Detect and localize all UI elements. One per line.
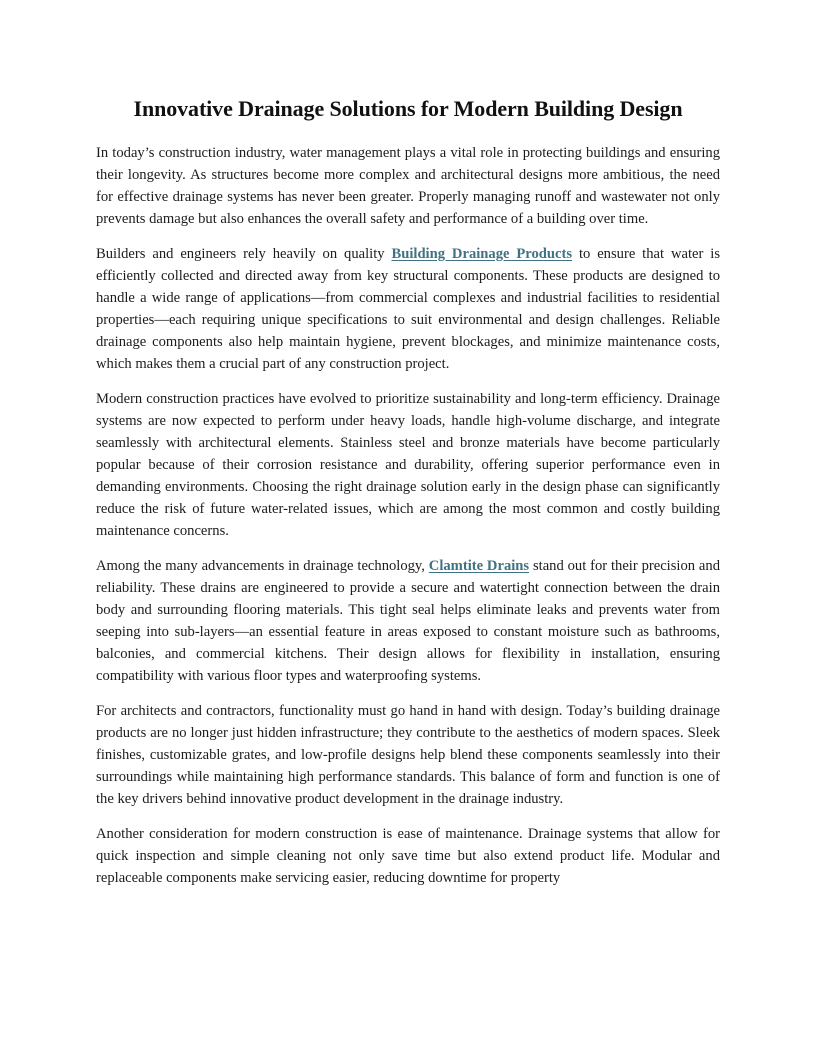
paragraph-maintenance: Another consideration for modern construction is ease of maintenance. Drainage systems that allow for quick inspection and simple cleaning not only save time but also extend product life. Modular and replaceable components make servicing easier, reducing downtime for property [96, 826, 720, 886]
clamtite-drains-link[interactable]: Clamtite Drains [428, 558, 530, 574]
paragraph-intro: In today’s construction industry, water management plays a vital role in protecting buildings and ensuring their longevity. As structures become more complex and architectural designs more ambitious, the need for effective drainage systems has never been greater. Properly managing runoff and wastewater not only prevents damage but also enhances the overall safety and performance of a building over time. [96, 145, 720, 227]
document-page [96, 92, 720, 902]
document-title: Innovative Drainage Solutions for Modern Building Design [133, 96, 683, 121]
paragraph-clamtite-drains [96, 555, 720, 687]
paragraph-modern-practices: Modern construction practices have evolved to prioritize sustainability and long-term efficiency. Drainage systems are now expected to perform under heavy loads, handle high-volume discharge, and integrate seamlessly with architectural elements. Stainless steel and bronze materials have become particularly popular because of their corrosion resistance and durability, offering superior performance even in demanding environments. Choosing the right drainage solution early in the design phase can significantly reduce the risk of future water-related issues, which are among the most common and costly building maintenance concerns. [96, 391, 720, 539]
paragraph-building-drainage-products [96, 243, 720, 375]
building-drainage-products-link[interactable]: Building Drainage Products [391, 246, 573, 262]
paragraph-text-after-link: to ensure that water is efficiently collected and directed away from key structural components. These products are designed to handle a wide range of applications—from commercial complexes and industrial facilities to residential properties—each requiring unique specifications to suit environmental and design challenges. Reliable drainage components also help maintain hygiene, prevent blockages, and minimize maintenance costs, which makes them a crucial part of any construction project. [96, 246, 721, 372]
paragraph-form-and-function: For architects and contractors, functionality must go hand in hand with design. Today’s building drainage products are no longer just hidden infrastructure; they contribute to the aesthetics of modern spaces. Sleek finishes, customizable grates, and low-profile designs help blend these components seamlessly into their surroundings while maintaining high performance standards. This balance of form and function is one of the key drivers behind innovative product development in the drainage industry. [96, 703, 720, 807]
paragraph-text-before-link: Among the many advancements in drainage technology, [96, 558, 429, 574]
paragraph-text-after-link: stand out for their precision and reliability. These drains are engineered to provide a secure and watertight connection between the drain body and surrounding flooring materials. This tight seal helps eliminate leaks and prevents water from seeping into sub-layers—an essential feature in areas exposed to constant moisture such as bathrooms, balconies, and commercial kitchens. Their design allows for flexibility in installation, ensuring compatibility with various floor types and waterproofing systems. [96, 558, 720, 684]
paragraph-text-before-link: Builders and engineers rely heavily on quality [96, 246, 392, 262]
